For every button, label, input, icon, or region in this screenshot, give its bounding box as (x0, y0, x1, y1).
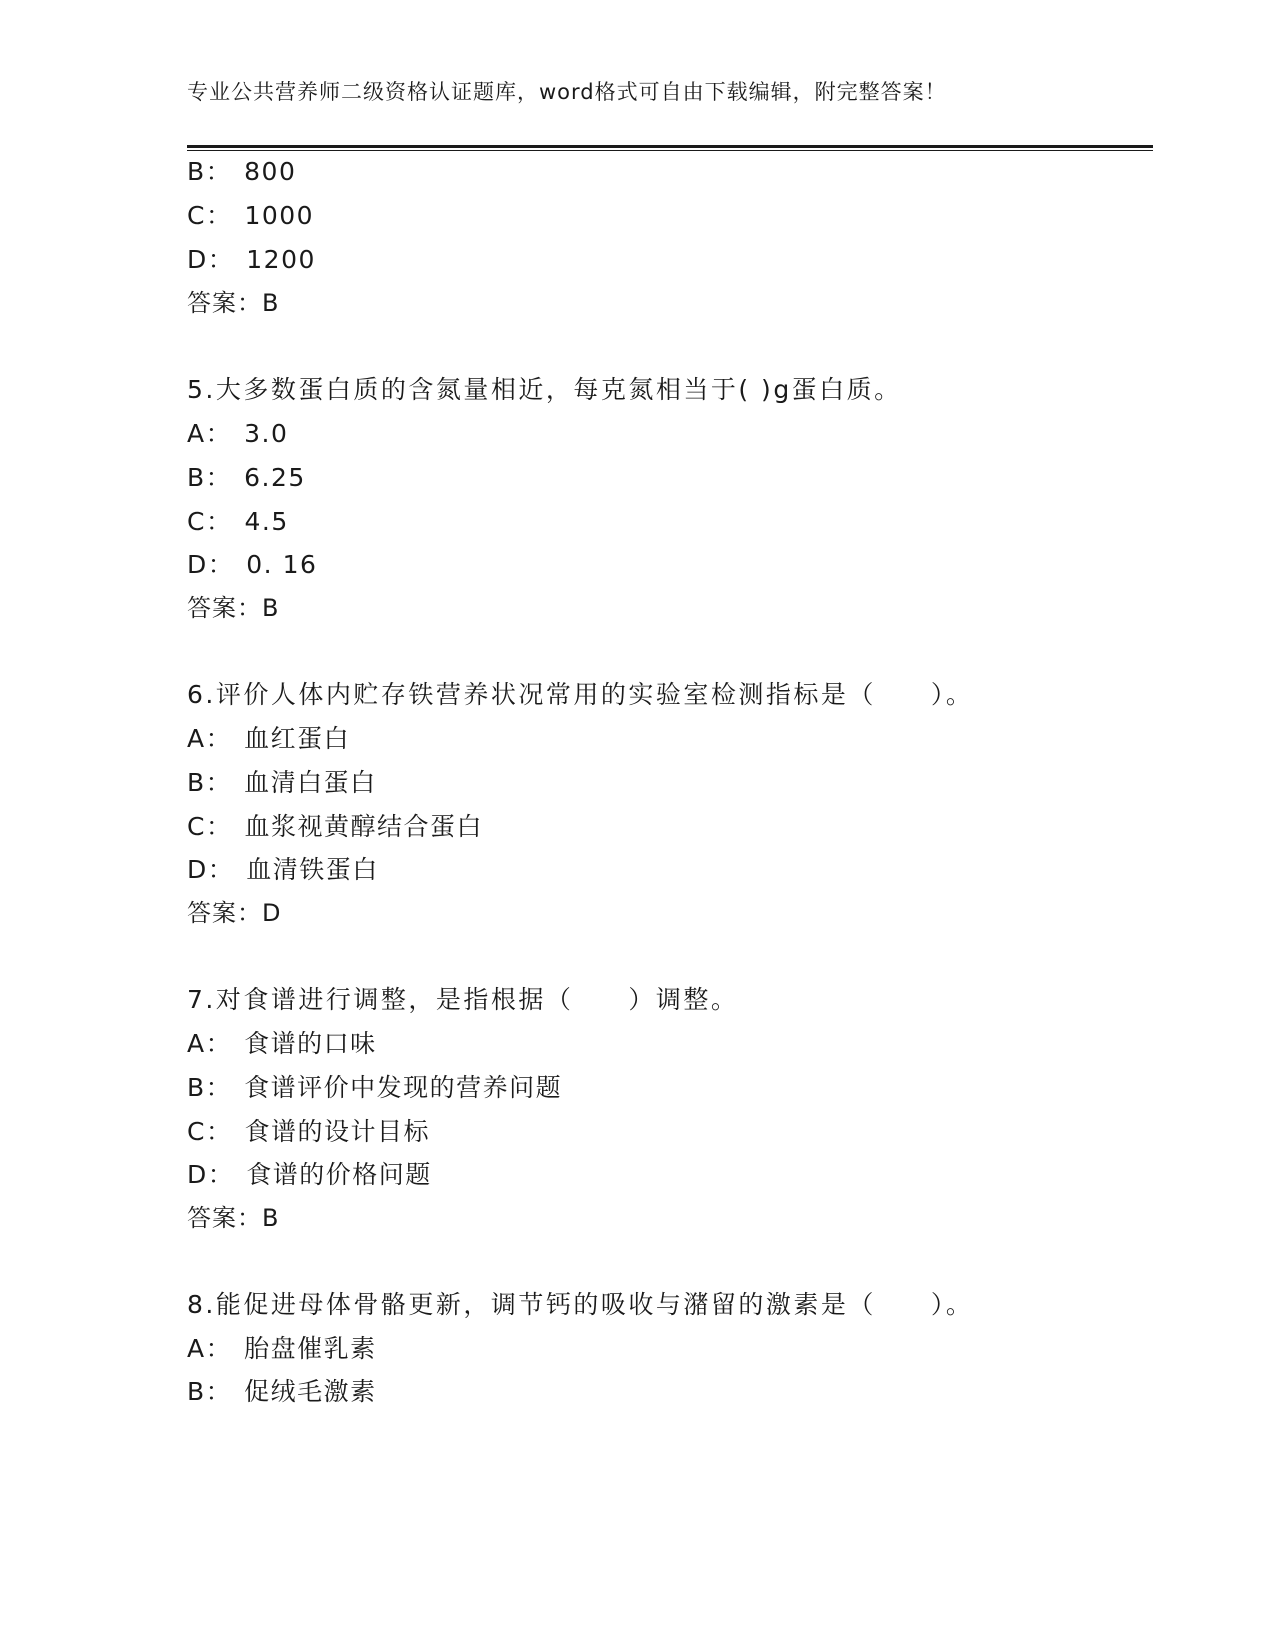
option-text: 血浆视黄醇结合蛋白 (244, 812, 483, 841)
option-label: B： (187, 768, 233, 797)
option-text: 1000 (244, 201, 315, 230)
question-number: 8. (187, 1290, 216, 1319)
option-text: 1200 (246, 245, 316, 274)
question-text (187, 1290, 973, 1320)
option-label: B： (187, 157, 233, 186)
option-line (187, 768, 377, 798)
option-label: A： (187, 419, 233, 448)
option-label: D： (187, 550, 235, 579)
header-rule-thick (187, 145, 1153, 148)
option-text: 食谱的口味 (244, 1029, 377, 1058)
question-number: 7. (187, 985, 216, 1014)
option-label: D： (187, 1160, 235, 1189)
option-label: A： (187, 1029, 233, 1058)
question-text (187, 680, 973, 710)
question-number: 5. (187, 375, 216, 404)
answer-label: 答案： (187, 594, 262, 622)
answer-label: 答案： (187, 1204, 262, 1232)
option-label: A： (187, 1334, 233, 1363)
option-label: C： (187, 812, 233, 841)
answer-value: D (262, 899, 282, 927)
answer-label: 答案： (187, 899, 262, 927)
option-line (187, 1073, 562, 1103)
option-label: C： (187, 507, 233, 536)
option-label: B： (187, 1073, 233, 1102)
option-line (187, 463, 306, 493)
answer-line (187, 898, 281, 928)
header-rule-thin (187, 150, 1153, 151)
option-line (187, 419, 288, 449)
option-text: 促绒毛激素 (244, 1377, 377, 1406)
option-line (187, 1334, 377, 1364)
option-text: 胎盘催乳素 (244, 1334, 377, 1363)
question-number: 6. (187, 680, 216, 709)
option-line (187, 157, 296, 187)
question-stem: 能促进母体骨骼更新，调节钙的吸收与潴留的激素是（ ）。 (215, 1290, 974, 1319)
question-text (187, 985, 738, 1015)
option-line (187, 1377, 377, 1407)
option-label: D： (187, 855, 235, 884)
option-label: A： (187, 724, 233, 753)
question-stem: 对食谱进行调整，是指根据（ ）调整。 (215, 985, 739, 1014)
page-header: 专业公共营养师二级资格认证题库，word格式可自由下载编辑，附完整答案！ (187, 80, 947, 104)
answer-label: 答案： (187, 289, 262, 317)
answer-line (187, 1203, 279, 1233)
option-text: 800 (244, 157, 297, 186)
option-line (187, 507, 289, 537)
question-stem: 评价人体内贮存铁营养状况常用的实验室检测指标是（ ）。 (215, 680, 974, 709)
answer-line (187, 593, 279, 623)
option-label: D： (187, 245, 235, 274)
answer-value: B (262, 1204, 280, 1232)
option-text: 食谱的设计目标 (244, 1117, 430, 1146)
option-text: 血红蛋白 (244, 724, 351, 753)
option-text: 血清铁蛋白 (246, 855, 379, 884)
answer-line (187, 288, 279, 318)
question-text (187, 375, 902, 405)
option-label: C： (187, 1117, 233, 1146)
option-line (187, 812, 483, 842)
option-line (187, 201, 314, 231)
option-line (187, 1160, 432, 1190)
answer-value: B (262, 594, 280, 622)
option-line (187, 855, 379, 885)
question-stem: 大多数蛋白质的含氮量相近，每克氮相当于( )g蛋白质。 (215, 375, 902, 404)
option-line (187, 1029, 377, 1059)
option-text: 3.0 (244, 419, 289, 448)
option-label: B： (187, 1377, 233, 1406)
option-text: 4.5 (244, 507, 289, 536)
answer-value: B (262, 289, 280, 317)
option-label: B： (187, 463, 233, 492)
option-text: 食谱的价格问题 (246, 1160, 432, 1189)
option-label: C： (187, 201, 233, 230)
option-line (187, 724, 350, 754)
option-text: 6.25 (244, 463, 306, 492)
option-line (187, 1117, 430, 1147)
option-line (187, 550, 317, 580)
option-line (187, 245, 316, 275)
option-text: 血清白蛋白 (244, 768, 377, 797)
option-text: 0. 16 (246, 550, 318, 579)
option-text: 食谱评价中发现的营养问题 (244, 1073, 563, 1102)
